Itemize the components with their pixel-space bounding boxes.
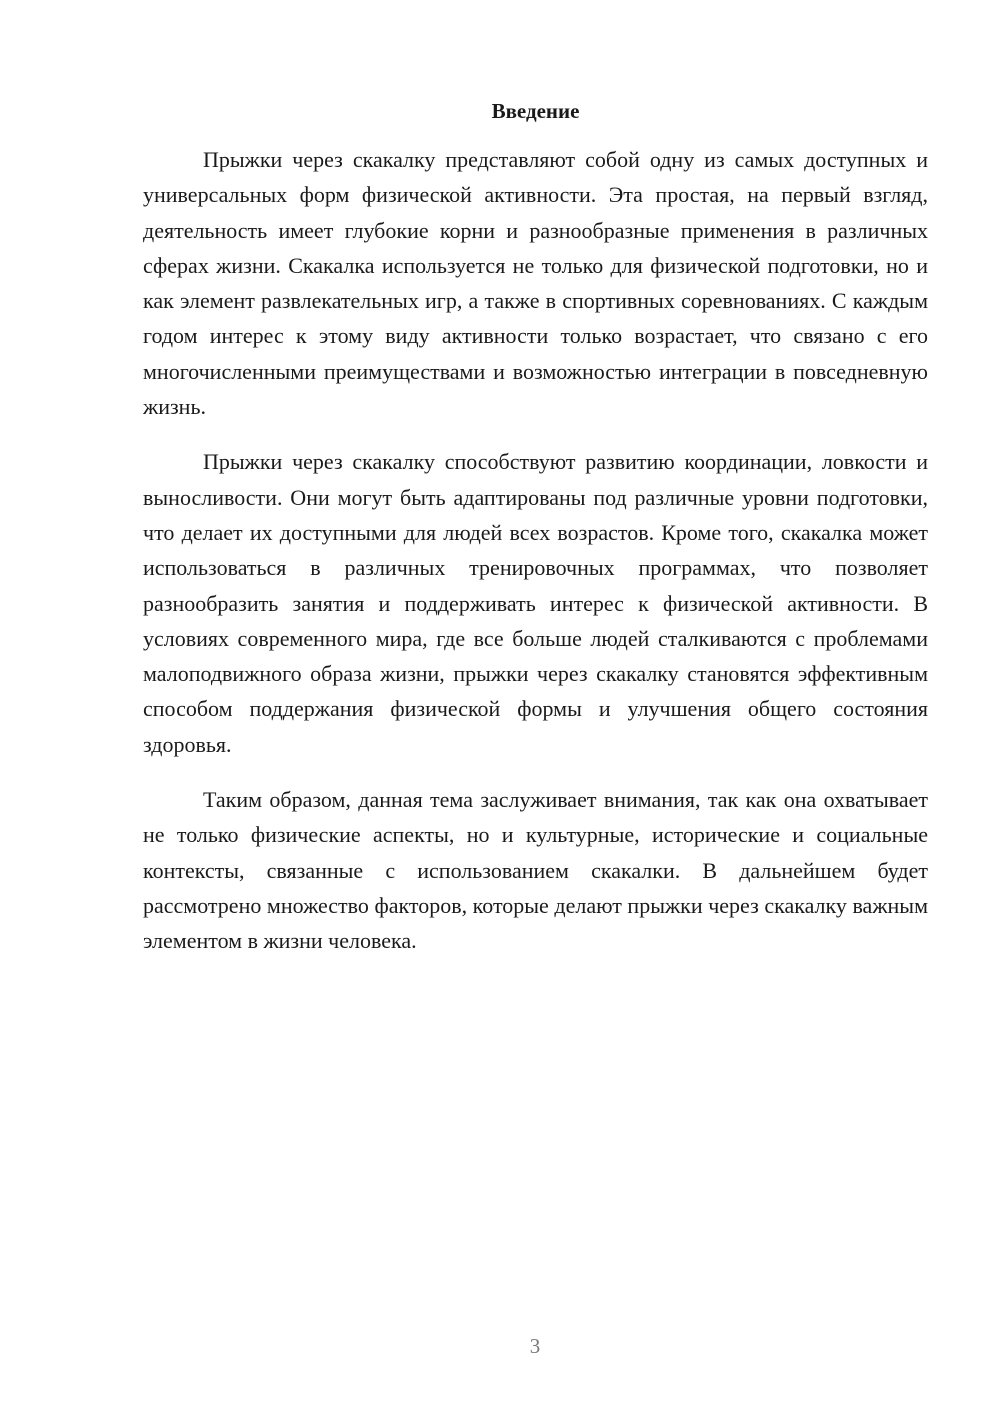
page-title: Введение xyxy=(491,99,580,123)
page-number: 3 xyxy=(529,1334,541,1358)
paragraph-introduction-1: Прыжки через скакалку представляют собой одну из самых доступных и универсальных форм физической активности. Эта простая, на первый взгляд, деятельность имеет глубокие корни и разнообразные применения в различных сферах жизни. Скакалка используется не только для физической подготовки, но и как элемент развлекательных игр, а также в спортивных соревнованиях. С каждым годом интерес к этому виду активности только возрастает, что связано с его многочисленными преимуществами и возможностью интеграции в повседневную жизнь. xyxy=(143,147,928,420)
paragraph-introduction-3: Таким образом, данная тема заслуживает внимания, так как она охватывает не только физические аспекты, но и культурные, исторические и социальные контексты, связанные с использованием скакалки. В дальнейшем будет рассмотрено множество факторов, которые делают прыжки через скакалку важным элементом в жизни человека. xyxy=(143,787,928,954)
paragraph-introduction-2: Прыжки через скакалку способствуют развитию координации, ловкости и выносливости. Они могут быть адаптированы под различные уровни подготовки, что делает их доступными для людей всех возрастов. Кроме того, скакалка может использоваться в различных тренировочных программах, что позволяет разнообразить занятия и поддерживать интерес к физической активности. В условиях современного мира, где все больше людей сталкиваются с проблемами малоподвижного образа жизни, прыжки через скакалку становятся эффективным способом поддержания физической формы и улучшения общего состояния здоровья. xyxy=(143,449,928,757)
document-body xyxy=(143,142,928,979)
